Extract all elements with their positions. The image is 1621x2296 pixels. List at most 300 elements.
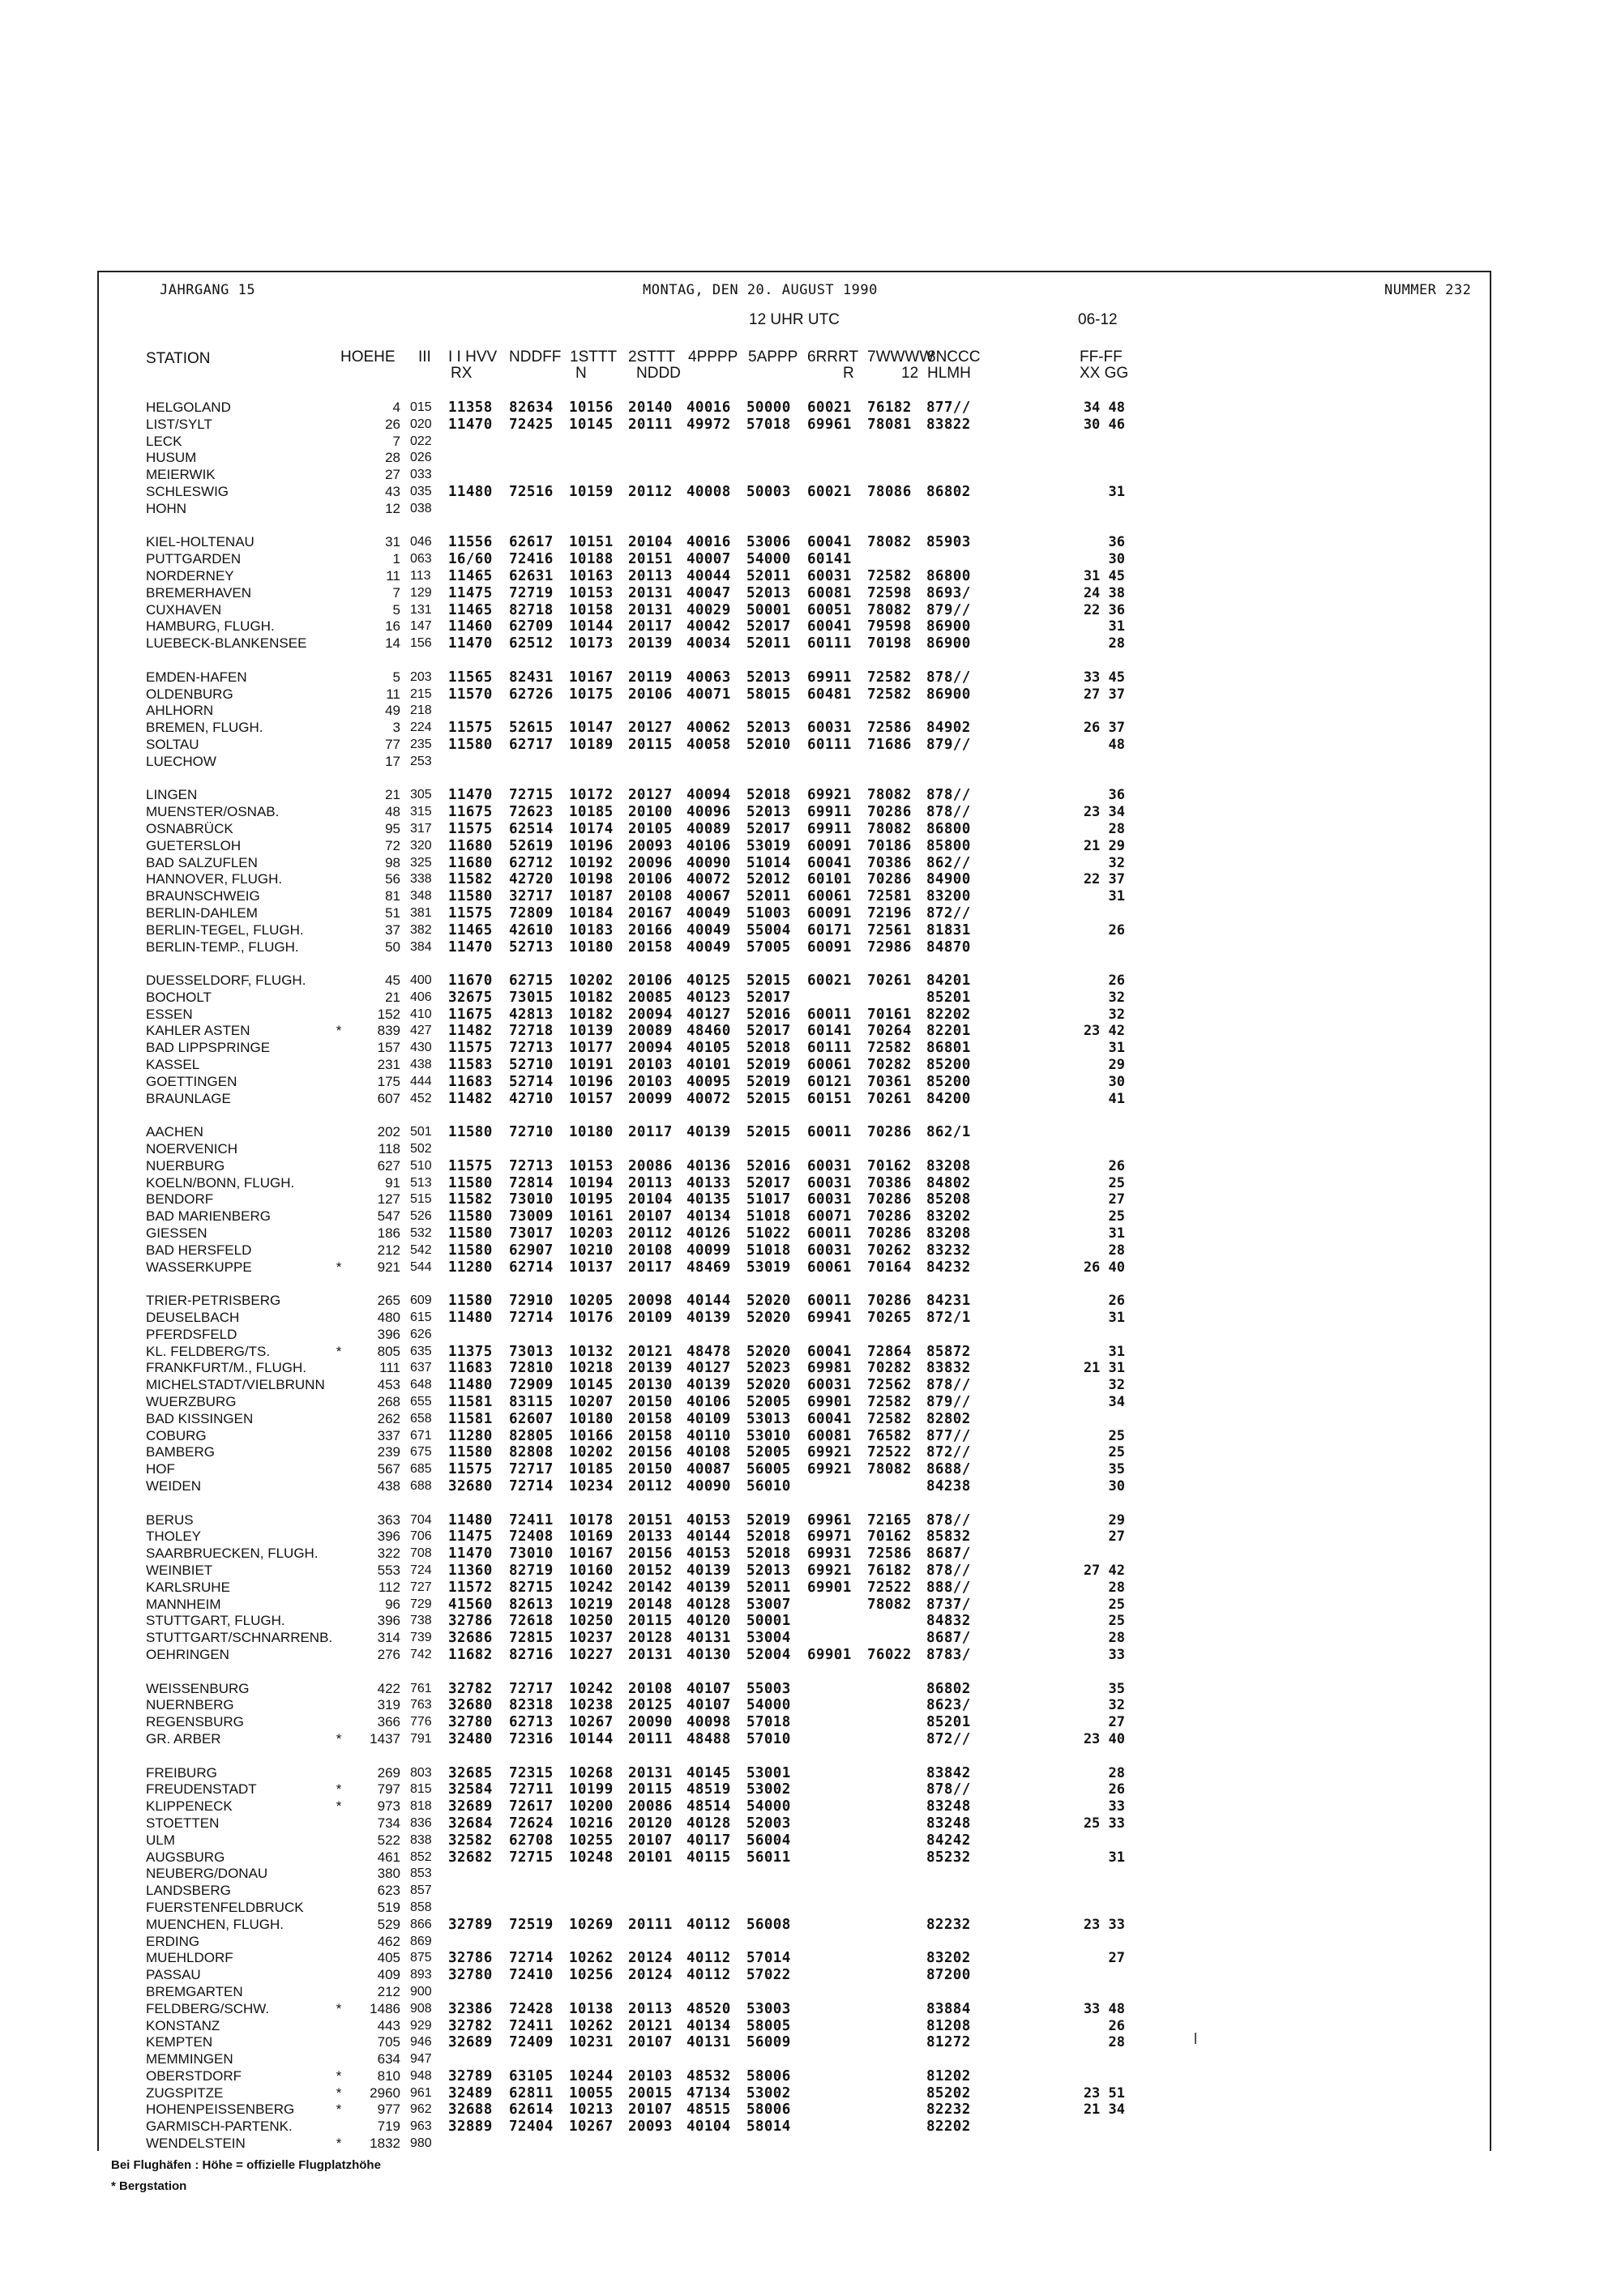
synop-group: 76182 (867, 400, 912, 416)
station-name: ZUGSPITZE (146, 2084, 224, 2101)
station-number: 156 (410, 636, 432, 651)
synop-group: 20127 (628, 787, 673, 804)
synop-group: 32584 (448, 1781, 493, 1798)
synop-group: 11480 (448, 483, 493, 500)
wind-gust: 24 38 (1083, 584, 1125, 601)
synop-group: 40153 (686, 1546, 731, 1563)
table-row (0, 1091, 1621, 1108)
synop-group: 8687/ (926, 1630, 971, 1647)
synop-group: 11580 (448, 1174, 493, 1191)
station-name: LUECHOW (146, 753, 216, 769)
synop-group: 40101 (686, 1057, 731, 1074)
synop-group: 20089 (628, 1023, 673, 1040)
synop-group: 10196 (569, 1073, 614, 1090)
station-name: BAD KISSINGEN (146, 1410, 254, 1426)
station-name: STUTTGART, FLUGH. (146, 1613, 285, 1629)
station-height: 396 (377, 1529, 400, 1545)
station-number: 020 (410, 417, 432, 431)
synop-group: 10167 (569, 669, 614, 686)
synop-group: 85872 (926, 1343, 971, 1360)
synop-group: 11580 (448, 1444, 493, 1461)
station-height: 797 (377, 1781, 400, 1798)
synop-group: 52017 (746, 1023, 791, 1040)
station-number: 858 (410, 1900, 432, 1914)
synop-group: 10207 (569, 1394, 614, 1411)
station-number: 761 (410, 1681, 432, 1695)
synop-group: 83832 (926, 1360, 971, 1377)
synop-group: 72582 (867, 686, 912, 703)
station-height: 276 (377, 1646, 400, 1662)
synop-group: 20167 (628, 904, 673, 921)
table-row (0, 754, 1621, 771)
synop-group: 20124 (628, 1950, 673, 1967)
synop-group: 20093 (628, 837, 673, 854)
table-row (0, 990, 1621, 1007)
synop-group: 20166 (628, 921, 673, 938)
table-row (0, 568, 1621, 585)
synop-group: 73017 (509, 1225, 554, 1242)
synop-group: 72909 (509, 1377, 554, 1394)
synop-group: 32786 (448, 1613, 493, 1630)
synop-group: 10200 (569, 1798, 614, 1815)
station-height: 705 (377, 2034, 400, 2050)
synop-group: 72715 (509, 787, 554, 804)
table-row (0, 1512, 1621, 1529)
wind-gust: 26 (1108, 1781, 1125, 1798)
synop-group: 20139 (628, 1360, 673, 1377)
synop-group: 78086 (867, 483, 912, 500)
synop-group: 62614 (509, 2101, 554, 2119)
synop-group: 10055 (569, 2084, 614, 2101)
table-row (0, 2001, 1621, 2018)
station-name: OSNABRÜCK (146, 820, 233, 836)
synop-group: 52015 (746, 1090, 791, 1107)
synop-group: 10191 (569, 1057, 614, 1074)
table-row (0, 534, 1621, 551)
synop-group: 40090 (686, 1478, 731, 1494)
synop-group: 11465 (448, 601, 493, 618)
station-name: AUGSBURG (146, 1849, 225, 1865)
synop-group: 40139 (686, 1377, 731, 1394)
synop-group: 11360 (448, 1562, 493, 1579)
synop-group: 70361 (867, 1073, 912, 1090)
synop-group: 878// (926, 804, 971, 821)
station-number: 671 (410, 1428, 432, 1443)
synop-group: 79598 (867, 618, 912, 635)
mountain-mark: * (336, 2084, 342, 2101)
synop-group: 40042 (686, 618, 731, 635)
station-height: 529 (377, 1916, 400, 1932)
table-row (0, 1007, 1621, 1024)
synop-group: 47134 (686, 2084, 731, 2101)
synop-group: 20101 (628, 1849, 673, 1866)
synop-group: 32789 (448, 1916, 493, 1933)
synop-group: 84238 (926, 1478, 971, 1494)
synop-group: 62631 (509, 567, 554, 584)
synop-group: 40072 (686, 1090, 731, 1107)
synop-group: 20140 (628, 400, 673, 416)
station-number: 815 (410, 1782, 432, 1797)
station-number: 875 (410, 1951, 432, 1965)
station-number: 857 (410, 1883, 432, 1898)
synop-group: 52011 (746, 888, 791, 905)
synop-group: 60061 (807, 888, 852, 905)
synop-group: 20086 (628, 1157, 673, 1174)
synop-group: 40139 (686, 1579, 731, 1596)
synop-group: 8783/ (926, 1646, 971, 1663)
station-height: 51 (385, 904, 400, 921)
synop-group: 10219 (569, 1596, 614, 1613)
synop-group: 69971 (807, 1529, 852, 1546)
synop-group: 70286 (867, 804, 912, 821)
synop-group: 20148 (628, 1596, 673, 1613)
wind-gust: 28 (1108, 635, 1125, 652)
synop-group: 20125 (628, 1697, 673, 1714)
synop-group: 11470 (448, 1546, 493, 1563)
synop-group: 58006 (746, 2101, 791, 2119)
station-height: 127 (377, 1191, 400, 1208)
synop-group: 81272 (926, 2034, 971, 2051)
synop-group: 40044 (686, 567, 731, 584)
table-row (0, 1327, 1621, 1344)
synop-group: 72586 (867, 720, 912, 737)
table-row (0, 618, 1621, 635)
station-number: 946 (410, 2035, 432, 2050)
synop-group: 10180 (569, 1410, 614, 1427)
station-height: 567 (377, 1461, 400, 1477)
station-number: 320 (410, 838, 432, 853)
synop-group: 10203 (569, 1225, 614, 1242)
synop-group: 52615 (509, 720, 554, 737)
synop-group: 57018 (746, 416, 791, 433)
synop-group: 60031 (807, 720, 852, 737)
synop-group: 84232 (926, 1259, 971, 1276)
station-name: FUERSTENFELDBRUCK (146, 1899, 304, 1915)
synop-group: 60031 (807, 1174, 852, 1191)
synop-group: 10160 (569, 1562, 614, 1579)
group-separator (0, 1664, 1621, 1681)
synop-group: 72986 (867, 938, 912, 956)
station-name: BERLIN-DAHLEM (146, 904, 258, 921)
synop-group: 70282 (867, 1057, 912, 1074)
synop-group: 10262 (569, 2017, 614, 2034)
synop-group: 20104 (628, 1191, 673, 1208)
synop-group: 20108 (628, 888, 673, 905)
synop-group: 10267 (569, 2119, 614, 2136)
synop-group: 11670 (448, 973, 493, 990)
synop-group: 20098 (628, 1293, 673, 1310)
synop-group: 60061 (807, 1259, 852, 1276)
table-row (0, 1647, 1621, 1664)
table-row (0, 686, 1621, 703)
station-number: 980 (410, 2136, 432, 2151)
station-height: 1486 (370, 2000, 400, 2016)
synop-group: 72586 (867, 1546, 912, 1563)
station-name: DUESSELDORF, FLUGH. (146, 973, 306, 989)
synop-group: 70282 (867, 1360, 912, 1377)
wind-gust: 32 (1108, 1006, 1125, 1023)
synop-group: 52013 (746, 804, 791, 821)
mountain-mark: * (336, 1023, 342, 1039)
table-row (0, 1428, 1621, 1445)
table-row (0, 1360, 1621, 1377)
table-row (0, 1731, 1621, 1748)
wind-gust: 25 (1108, 1208, 1125, 1225)
station-height: 95 (385, 820, 400, 836)
synop-group: 10199 (569, 1781, 614, 1798)
wind-gust: 28 (1108, 1764, 1125, 1781)
station-height: 11 (386, 686, 400, 702)
synop-group: 52015 (746, 1124, 791, 1141)
wind-gust: 31 (1108, 618, 1125, 635)
synop-group: 11582 (448, 871, 493, 888)
synop-group: 878// (926, 787, 971, 804)
synop-group: 58006 (746, 2067, 791, 2084)
station-number: 742 (410, 1647, 432, 1661)
synop-group: 10250 (569, 1613, 614, 1630)
synop-group: 60031 (807, 1157, 852, 1174)
synop-group: 20096 (628, 854, 673, 871)
synop-group: 10234 (569, 1478, 614, 1494)
synop-group: 84231 (926, 1293, 971, 1310)
wind-gust: 31 45 (1083, 567, 1125, 584)
station-number: 438 (410, 1058, 432, 1072)
synop-group: 56004 (746, 1832, 791, 1849)
col-c4-top: 4PPPP (688, 348, 738, 366)
synop-group: 20151 (628, 1511, 673, 1529)
table-row (0, 939, 1621, 956)
synop-group: 10184 (569, 904, 614, 921)
synop-group: 72713 (509, 1040, 554, 1057)
synop-group: 60141 (807, 1023, 852, 1040)
synop-group: 11480 (448, 1377, 493, 1394)
table-row (0, 1175, 1621, 1192)
synop-group: 42610 (509, 921, 554, 938)
synop-group: 40133 (686, 1174, 731, 1191)
station-height: 337 (377, 1427, 400, 1443)
synop-group: 40131 (686, 1630, 731, 1647)
station-height: 50 (385, 938, 400, 955)
table-row (0, 1242, 1621, 1259)
station-number: 626 (410, 1327, 432, 1341)
synop-group: 40063 (686, 669, 731, 686)
synop-group: 52019 (746, 1511, 791, 1529)
synop-group: 32682 (448, 1849, 493, 1866)
mountain-mark: * (336, 1343, 342, 1359)
synop-group: 32780 (448, 1967, 493, 1984)
synop-group: 872// (926, 1444, 971, 1461)
synop-group: 73013 (509, 1343, 554, 1360)
wind-gust: 35 (1108, 1461, 1125, 1478)
col-c0-bot: RX (451, 365, 473, 382)
synop-group: 53006 (746, 534, 791, 551)
station-height: 81 (385, 888, 400, 904)
station-name: KOELN/BONN, FLUGH. (146, 1174, 295, 1191)
station-height: 27 (385, 467, 400, 483)
synop-group: 82202 (926, 2119, 971, 2136)
wind-gust: 25 (1108, 1444, 1125, 1461)
synop-group: 60041 (807, 854, 852, 871)
station-height: 152 (377, 1006, 400, 1022)
synop-group: 72910 (509, 1293, 554, 1310)
synop-group: 20015 (628, 2084, 673, 2101)
wind-gust: 31 (1108, 1040, 1125, 1057)
synop-group: 56011 (746, 1849, 791, 1866)
table-row (0, 838, 1621, 855)
station-name: BRAUNSCHWEIG (146, 888, 260, 904)
synop-group: 58005 (746, 2017, 791, 2034)
station-height: 4 (392, 400, 400, 415)
synop-group: 85232 (926, 1849, 971, 1866)
mountain-mark: * (336, 1798, 342, 1815)
station-number: 818 (410, 1799, 432, 1814)
synop-group: 60021 (807, 973, 852, 990)
station-number: 962 (410, 2102, 432, 2117)
wind-gust: 31 (1108, 1225, 1125, 1242)
synop-group: 62514 (509, 820, 554, 837)
station-height: 1 (392, 551, 400, 567)
table-row (0, 551, 1621, 568)
station-name: BRAUNLAGE (146, 1090, 231, 1106)
station-number: 609 (410, 1293, 432, 1308)
table-row (0, 1630, 1621, 1647)
synop-group: 40112 (686, 1916, 731, 1933)
synop-group: 10153 (569, 584, 614, 601)
col-c3-bot: NDDD (636, 365, 681, 382)
synop-group: 20113 (628, 1174, 673, 1191)
synop-group: 20131 (628, 584, 673, 601)
synop-group: 60091 (807, 904, 852, 921)
synop-group: 40134 (686, 1208, 731, 1225)
synop-group: 85832 (926, 1529, 971, 1546)
station-height: 810 (377, 2067, 400, 2084)
station-number: 224 (410, 720, 432, 735)
synop-group: 48515 (686, 2101, 731, 2119)
period-label: 06-12 (1078, 311, 1118, 328)
station-name: NORDERNEY (146, 567, 234, 584)
synop-group: 20093 (628, 2119, 673, 2136)
synop-group: 20107 (628, 2101, 673, 2119)
synop-group: 40098 (686, 1714, 731, 1731)
table-row (0, 2034, 1621, 2051)
wind-gust: 22 37 (1083, 871, 1125, 888)
station-name: HELGOLAND (146, 400, 231, 415)
synop-group: 85903 (926, 534, 971, 551)
synop-group: 82634 (509, 400, 554, 416)
synop-group: 53004 (746, 1630, 791, 1647)
synop-group: 70162 (867, 1157, 912, 1174)
synop-group: 40049 (686, 904, 731, 921)
synop-group: 72809 (509, 904, 554, 921)
synop-group: 40145 (686, 1764, 731, 1781)
station-number: 406 (410, 990, 432, 1004)
synop-group: 62907 (509, 1242, 554, 1259)
synop-group: 40008 (686, 483, 731, 500)
station-number: 637 (410, 1361, 432, 1375)
station-number: 338 (410, 872, 432, 887)
synop-group: 40089 (686, 820, 731, 837)
synop-group: 20107 (628, 1832, 673, 1849)
synop-group: 82805 (509, 1427, 554, 1444)
synop-group: 20115 (628, 1613, 673, 1630)
synop-group: 60121 (807, 1073, 852, 1090)
table-row (0, 1697, 1621, 1714)
synop-group: 10145 (569, 1377, 614, 1394)
synop-group: 40112 (686, 1950, 731, 1967)
synop-group: 86900 (926, 618, 971, 635)
synop-group: 11580 (448, 736, 493, 753)
wind-gust: 26 (1108, 1157, 1125, 1174)
station-number: 131 (410, 602, 432, 617)
synop-group: 10167 (569, 1546, 614, 1563)
synop-group: 40087 (686, 1461, 731, 1478)
table-row (0, 1158, 1621, 1175)
synop-group: 48532 (686, 2067, 731, 2084)
station-name: THOLEY (146, 1529, 202, 1545)
synop-group: 40058 (686, 736, 731, 753)
station-name: PUTTGARDEN (146, 551, 242, 567)
synop-group: 83208 (926, 1157, 971, 1174)
synop-group: 11480 (448, 1511, 493, 1529)
synop-group: 72561 (867, 921, 912, 938)
table-row (0, 1580, 1621, 1597)
wind-gust: 27 42 (1083, 1562, 1125, 1579)
station-name: LECK (146, 433, 182, 449)
synop-group: 60041 (807, 1410, 852, 1427)
col-station: STATION (146, 350, 211, 367)
station-height: 461 (377, 1849, 400, 1865)
synop-group: 879// (926, 1394, 971, 1411)
synop-group: 40099 (686, 1242, 731, 1259)
table-row (0, 1444, 1621, 1461)
wind-gust: 30 46 (1083, 416, 1125, 433)
synop-group: 10132 (569, 1343, 614, 1360)
group-separator (0, 652, 1621, 669)
synop-group: 72717 (509, 1680, 554, 1697)
wind-gust: 28 (1108, 2034, 1125, 2051)
synop-group: 11575 (448, 1461, 493, 1478)
station-number: 305 (410, 788, 432, 802)
synop-group: 20111 (628, 416, 673, 433)
synop-group: 10216 (569, 1815, 614, 1832)
station-number: 526 (410, 1209, 432, 1224)
wind-gust: 32 (1108, 1377, 1125, 1394)
station-number: 963 (410, 2119, 432, 2134)
synop-group: 32780 (448, 1714, 493, 1731)
station-number: 384 (410, 939, 432, 954)
synop-group: 11470 (448, 635, 493, 652)
synop-group: 20108 (628, 1680, 673, 1697)
station-height: 1832 (370, 2136, 400, 2152)
station-name: BAD MARIENBERG (146, 1208, 271, 1225)
table-row (0, 1950, 1621, 1967)
synop-group: 62712 (509, 854, 554, 871)
synop-group: 10262 (569, 1950, 614, 1967)
synop-group: 72864 (867, 1343, 912, 1360)
station-height: 553 (377, 1562, 400, 1578)
synop-group: 32675 (448, 989, 493, 1006)
synop-group: 10177 (569, 1040, 614, 1057)
synop-group: 72516 (509, 483, 554, 500)
synop-group: 10195 (569, 1191, 614, 1208)
synop-group: 50003 (746, 483, 791, 500)
synop-group: 51017 (746, 1191, 791, 1208)
station-name: LANDSBERG (146, 1883, 231, 1899)
col-c7-bot: 12 (901, 365, 919, 382)
synop-group: 72713 (509, 1157, 554, 1174)
synop-group: 20103 (628, 1057, 673, 1074)
synop-group: 60031 (807, 1377, 852, 1394)
